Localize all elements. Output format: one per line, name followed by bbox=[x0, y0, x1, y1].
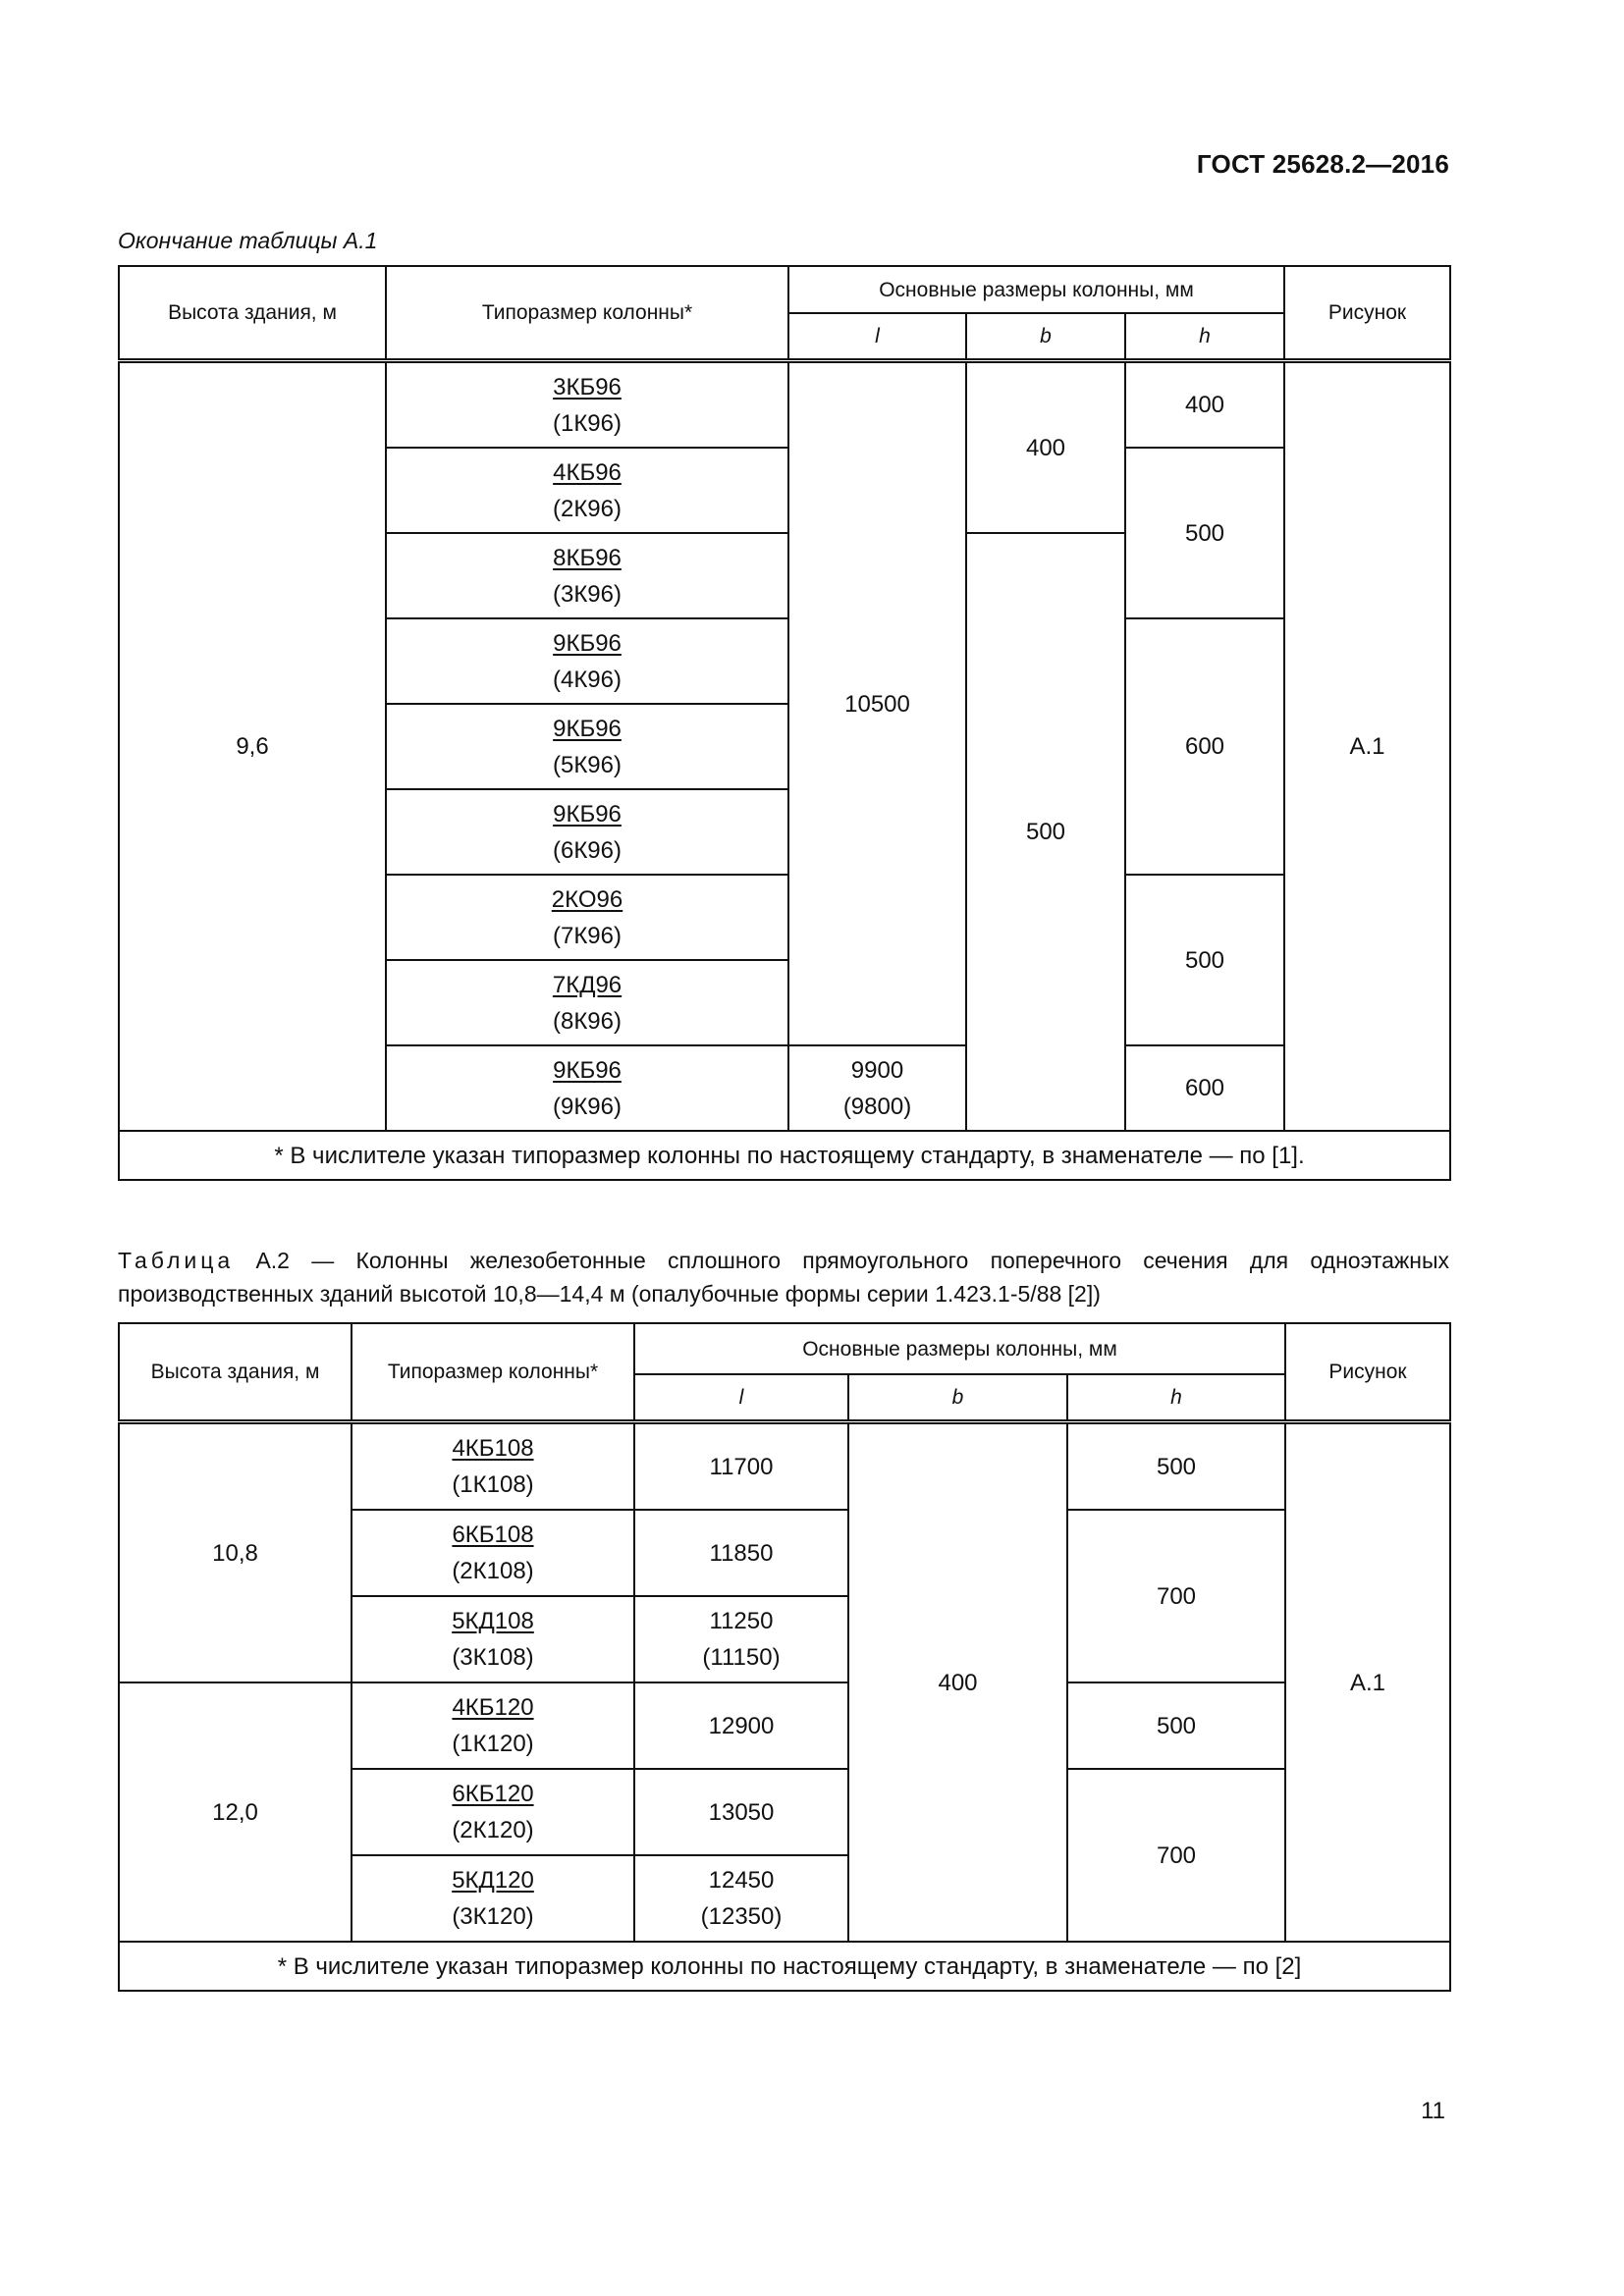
header-building-height: Высота здания, м bbox=[119, 1323, 352, 1422]
figure-cell: А.1 bbox=[1284, 361, 1450, 1132]
header-l: l bbox=[788, 313, 966, 361]
b-cell: 400 bbox=[848, 1422, 1067, 1943]
building-height-cell: 10,8 bbox=[119, 1422, 352, 1683]
column-type-cell: 4КБ96 (2К96) bbox=[386, 448, 788, 533]
column-type-cell: 2КО96 (7К96) bbox=[386, 875, 788, 960]
document-id: ГОСТ 25628.2—2016 bbox=[1196, 149, 1449, 179]
column-type-cell: 9КБ96 (5К96) bbox=[386, 704, 788, 789]
page-number: 11 bbox=[1421, 2098, 1445, 2124]
column-type-cell: 5КД108 (3К108) bbox=[352, 1596, 634, 1682]
l-cell: 9900 (9800) bbox=[788, 1045, 966, 1131]
table-a2 bbox=[118, 1322, 1451, 1992]
header-b: b bbox=[848, 1374, 1067, 1422]
h-cell: 500 bbox=[1067, 1682, 1285, 1769]
l-cell: 11850 bbox=[634, 1510, 848, 1596]
b-cell: 500 bbox=[966, 533, 1125, 1131]
header-figure: Рисунок bbox=[1285, 1323, 1450, 1422]
table2-footnote: * В числителе указан типоразмер колонны по настоящему стандарту, в знаменателе — по [2] bbox=[119, 1942, 1450, 1991]
l-cell: 12450 (12350) bbox=[634, 1855, 848, 1942]
l-cell: 10500 bbox=[788, 361, 966, 1046]
table1-caption: Окончание таблицы А.1 bbox=[118, 228, 378, 253]
h-cell: 500 bbox=[1125, 448, 1284, 618]
h-cell: 500 bbox=[1067, 1422, 1285, 1511]
table1-footnote: * В числителе указан типоразмер колонны по настоящему стандарту, в знаменателе — по [1]. bbox=[119, 1131, 1450, 1180]
building-height-cell: 12,0 bbox=[119, 1682, 352, 1942]
table-row bbox=[119, 361, 1450, 449]
h-cell: 600 bbox=[1125, 1045, 1284, 1131]
table-a1-end bbox=[118, 265, 1451, 1181]
header-b: b bbox=[966, 313, 1125, 361]
b-cell: 400 bbox=[966, 361, 1125, 534]
column-type-cell: 9КБ96 (4К96) bbox=[386, 618, 788, 704]
table2-caption: Таблица А.2 — Колонны железобетонные сплошного прямоугольного поперечного сечения для одноэтажных производственных зданий высотой 10,8—14,4 м (опалубочные формы серии 1.423.1-5/88 [2]) bbox=[118, 1248, 1449, 1307]
l-cell: 12900 bbox=[634, 1682, 848, 1769]
l-cell: 13050 bbox=[634, 1769, 848, 1855]
header-h: h bbox=[1067, 1374, 1285, 1422]
l-cell: 11700 bbox=[634, 1422, 848, 1511]
column-type-cell: 4КБ120 (1К120) bbox=[352, 1682, 634, 1769]
table-row bbox=[119, 1682, 1450, 1769]
header-column-type: Типоразмер колонны* bbox=[386, 266, 788, 361]
building-height-cell: 9,6 bbox=[119, 361, 386, 1132]
header-main-dimensions: Основные размеры колонны, мм bbox=[634, 1323, 1285, 1374]
table-row bbox=[119, 1422, 1450, 1511]
column-type-cell: 5КД120 (3К120) bbox=[352, 1855, 634, 1942]
column-type-cell: 6КБ108 (2К108) bbox=[352, 1510, 634, 1596]
h-cell: 400 bbox=[1125, 361, 1284, 449]
header-h: h bbox=[1125, 313, 1284, 361]
column-type-cell: 3КБ96 (1К96) bbox=[386, 361, 788, 449]
header-l: l bbox=[634, 1374, 848, 1422]
header-building-height: Высота здания, м bbox=[119, 266, 386, 361]
column-type-cell: 9КБ96 (6К96) bbox=[386, 789, 788, 875]
column-type-cell: 6КБ120 (2К120) bbox=[352, 1769, 634, 1855]
header-main-dimensions: Основные размеры колонны, мм bbox=[788, 266, 1284, 313]
header-column-type: Типоразмер колонны* bbox=[352, 1323, 634, 1422]
header-figure: Рисунок bbox=[1284, 266, 1450, 361]
column-type-cell: 9КБ96 (9К96) bbox=[386, 1045, 788, 1131]
h-cell: 600 bbox=[1125, 618, 1284, 875]
column-type-cell: 8КБ96 (3К96) bbox=[386, 533, 788, 618]
h-cell: 500 bbox=[1125, 875, 1284, 1045]
l-cell: 11250 (11150) bbox=[634, 1596, 848, 1682]
column-type-cell: 7КД96 (8К96) bbox=[386, 960, 788, 1045]
h-cell: 700 bbox=[1067, 1510, 1285, 1682]
figure-cell: А.1 bbox=[1285, 1422, 1450, 1943]
column-type-cell: 4КБ108 (1К108) bbox=[352, 1422, 634, 1511]
h-cell: 700 bbox=[1067, 1769, 1285, 1942]
